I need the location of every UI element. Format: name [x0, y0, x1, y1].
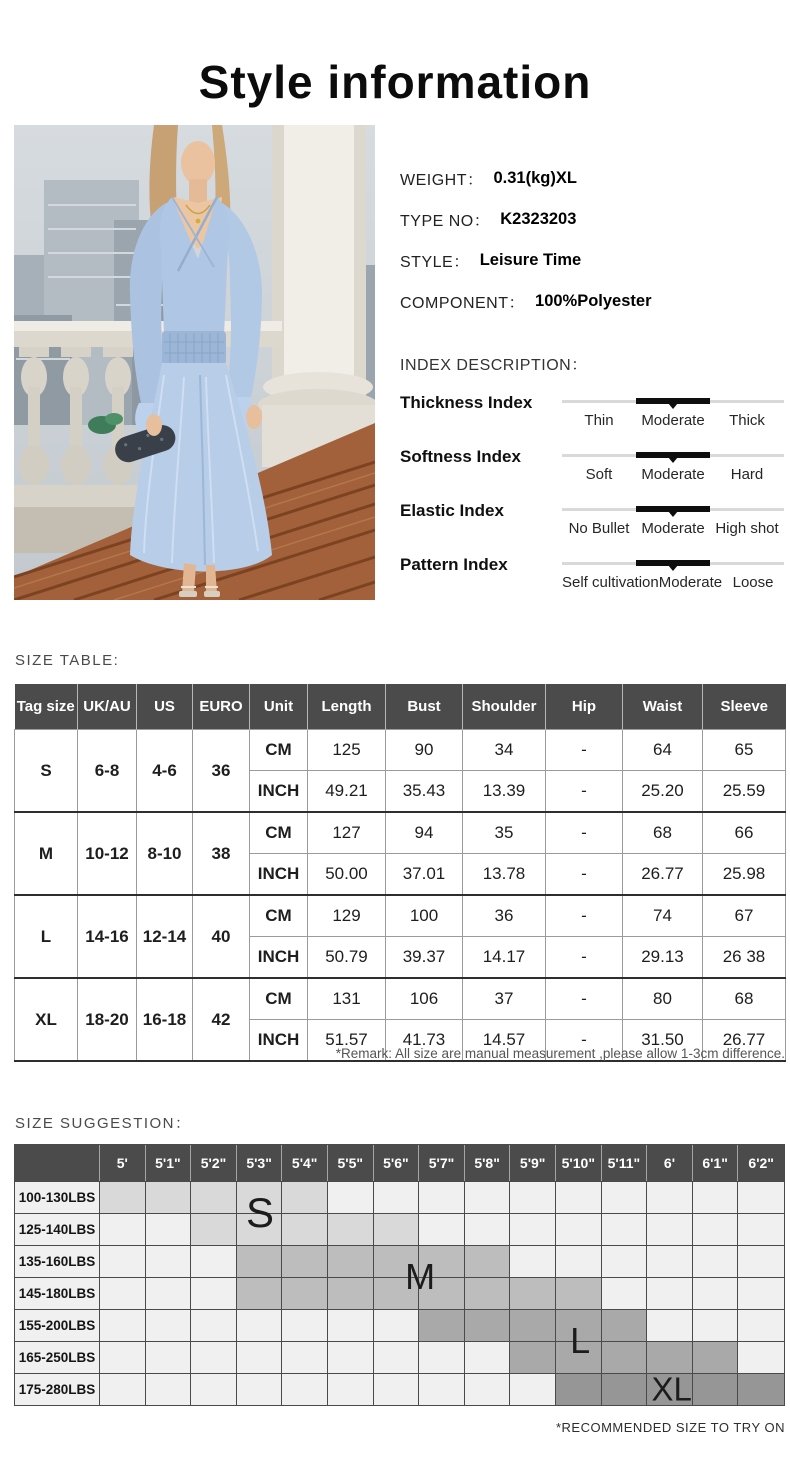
measurement-cell: 129 [308, 895, 386, 937]
suggestion-cell [647, 1181, 693, 1213]
tag-size-cell: S [15, 730, 78, 813]
suggestion-cell [328, 1373, 374, 1405]
size-row-L [15, 895, 786, 937]
size-marker-L: L [570, 1320, 591, 1361]
suggestion-cell [191, 1213, 237, 1245]
index-level-label: Thick [729, 412, 765, 429]
index-levels [562, 520, 784, 537]
suggestion-cell [146, 1245, 192, 1277]
suggestion-cell [282, 1277, 328, 1309]
size-table-header-cell: Hip [546, 684, 623, 730]
suggestion-cell [647, 1277, 693, 1309]
suggestion-cell [146, 1181, 192, 1213]
suggestion-cell [556, 1213, 602, 1245]
measurement-cell: 37 [463, 978, 546, 1020]
suggestion-cell [146, 1277, 192, 1309]
uk-au-cell: 6-8 [78, 730, 137, 813]
suggestion-cell [693, 1309, 739, 1341]
size-table-remark: *Remark: All size are manual measurement ,please allow 1-3cm difference. [335, 1046, 785, 1061]
measurement-cell: 66 [703, 812, 786, 854]
suggestion-cell [647, 1309, 693, 1341]
suggestion-row [15, 1341, 784, 1373]
suggestion-cell [282, 1341, 328, 1373]
size-table-header-cell: US [137, 684, 193, 730]
unit-cell: CM [250, 978, 308, 1020]
uk-au-cell: 18-20 [78, 978, 137, 1061]
suggestion-cell [738, 1373, 784, 1405]
index-level-label: Moderate [641, 412, 705, 429]
suggestion-cell [510, 1181, 556, 1213]
suggestion-cell [693, 1245, 739, 1277]
height-header-cell: 5'2" [191, 1145, 237, 1181]
index-name: Softness Index [400, 447, 521, 466]
weight-label-cell: 100-130LBS [15, 1181, 100, 1213]
size-table-header-cell: Tag size [15, 684, 78, 730]
suggestion-cell [419, 1213, 465, 1245]
recommended-size-note: *RECOMMENDED SIZE TO TRY ON [555, 1420, 785, 1435]
index-name: Pattern Index [400, 555, 508, 574]
suggestion-cell [237, 1245, 283, 1277]
suggestion-cell [374, 1181, 420, 1213]
unit-cell: CM [250, 730, 308, 771]
measurement-cell: - [546, 854, 623, 896]
measurement-cell: 125 [308, 730, 386, 771]
measurement-cell: 74 [623, 895, 703, 937]
suggestion-cell [328, 1309, 374, 1341]
euro-cell: 42 [193, 978, 250, 1061]
product-detail-row [400, 240, 784, 281]
suggestion-cell [738, 1309, 784, 1341]
height-header-cell: 5'1" [146, 1145, 192, 1181]
measurement-cell: - [546, 730, 623, 771]
suggestion-cell [237, 1309, 283, 1341]
suggestion-cell [237, 1277, 283, 1309]
suggestion-cell [465, 1181, 511, 1213]
suggestion-cell [191, 1277, 237, 1309]
measurement-cell: 37.01 [386, 854, 463, 896]
euro-cell: 36 [193, 730, 250, 813]
index-level-label: Moderate [641, 466, 705, 483]
measurement-cell: 14.17 [463, 937, 546, 979]
suggestion-cell [100, 1277, 146, 1309]
us-cell: 12-14 [137, 895, 193, 978]
suggestion-cell [510, 1309, 556, 1341]
unit-cell: INCH [250, 1020, 308, 1062]
size-row-XL [15, 978, 786, 1020]
detail-value: K2323203 [500, 210, 577, 228]
suggestion-cell [693, 1181, 739, 1213]
suggestion-cell [693, 1213, 739, 1245]
index-slider [562, 505, 784, 537]
index-level-label: Moderate [658, 574, 723, 591]
suggestion-cell [146, 1341, 192, 1373]
measurement-cell: 50.00 [308, 854, 386, 896]
suggestion-cell [738, 1181, 784, 1213]
measurement-cell: 31.50 [623, 1020, 703, 1062]
suggestion-cell [738, 1245, 784, 1277]
measurement-cell: 90 [386, 730, 463, 771]
size-suggestion-chart [14, 1144, 785, 1406]
measurement-cell: 50.79 [308, 937, 386, 979]
product-photo-illustration [14, 125, 375, 600]
index-level-label: No Bullet [568, 520, 630, 537]
size-marker-S: S [246, 1189, 275, 1236]
suggestion-cell [738, 1213, 784, 1245]
size-table-heading: SIZE TABLE: [15, 652, 120, 669]
suggestion-cell [374, 1213, 420, 1245]
index-row [400, 447, 784, 505]
suggestion-cell [100, 1181, 146, 1213]
suggestion-cell [602, 1181, 648, 1213]
index-marker-icon [668, 457, 678, 463]
measurement-cell: 26.77 [623, 854, 703, 896]
measurement-cell: - [546, 978, 623, 1020]
suggestion-cell [556, 1181, 602, 1213]
index-level-label: Moderate [641, 520, 705, 537]
suggestion-cell [328, 1277, 374, 1309]
suggestion-cell [465, 1373, 511, 1405]
size-table-header-cell: Shoulder [463, 684, 546, 730]
suggestion-cell [191, 1341, 237, 1373]
size-table-head [15, 684, 786, 730]
suggestion-cell [100, 1341, 146, 1373]
measurement-cell: 127 [308, 812, 386, 854]
measurement-cell: 131 [308, 978, 386, 1020]
suggestion-cell [100, 1373, 146, 1405]
measurement-cell: 26 38 [703, 937, 786, 979]
suggestion-row [15, 1213, 784, 1245]
page-title: Style information [198, 55, 592, 108]
measurement-cell: 13.39 [463, 771, 546, 813]
suggestion-cell [282, 1373, 328, 1405]
suggestion-cell [419, 1373, 465, 1405]
suggestion-cell [465, 1309, 511, 1341]
height-header-cell: 5'10" [556, 1145, 602, 1181]
size-suggestion-heading: SIZE SUGGESTION： [15, 1115, 192, 1132]
tag-size-cell: M [15, 812, 78, 895]
height-header-cell: 5'6" [374, 1145, 420, 1181]
suggestion-cell [328, 1245, 374, 1277]
measurement-cell: 67 [703, 895, 786, 937]
height-header-cell: 6' [647, 1145, 693, 1181]
suggestion-cell [465, 1213, 511, 1245]
measurement-cell: - [546, 812, 623, 854]
uk-au-cell: 14-16 [78, 895, 137, 978]
height-header-cell: 5' [100, 1145, 146, 1181]
suggestion-cell [602, 1309, 648, 1341]
size-row-S [15, 730, 786, 771]
size-marker-XL: XL [651, 1370, 692, 1408]
index-track [562, 559, 784, 569]
measurement-cell: 29.13 [623, 937, 703, 979]
suggestion-cell [100, 1213, 146, 1245]
detail-value: 100%Polyester [535, 292, 652, 310]
suggestion-cell [100, 1245, 146, 1277]
suggestion-cell [556, 1277, 602, 1309]
detail-value: Leisure Time [479, 251, 582, 269]
suggestion-cell [146, 1309, 192, 1341]
suggestion-cell [328, 1181, 374, 1213]
index-level-label: Hard [730, 466, 764, 483]
height-header-cell: 5'5" [328, 1145, 374, 1181]
index-marker-icon [668, 403, 678, 409]
weight-label-cell: 125-140LBS [15, 1213, 100, 1245]
suggestion-cell [602, 1277, 648, 1309]
suggestion-cell [647, 1341, 693, 1373]
measurement-cell: 68 [623, 812, 703, 854]
weight-label-cell: 175-280LBS [15, 1373, 100, 1405]
suggestion-cell [237, 1341, 283, 1373]
index-slider [562, 451, 784, 483]
size-table-header-cell: Unit [250, 684, 308, 730]
suggestion-cell [465, 1277, 511, 1309]
suggestion-cell [237, 1373, 283, 1405]
suggestion-cell [282, 1213, 328, 1245]
index-levels [562, 574, 784, 591]
measurement-cell: 25.98 [703, 854, 786, 896]
suggestion-header-row [15, 1145, 784, 1181]
suggestion-cell [556, 1373, 602, 1405]
euro-cell: 40 [193, 895, 250, 978]
measurement-cell: 94 [386, 812, 463, 854]
size-row-M [15, 812, 786, 854]
suggestion-row [15, 1181, 784, 1213]
index-level-label: Loose [732, 574, 774, 591]
suggestion-cell [693, 1373, 739, 1405]
suggestion-cell [191, 1309, 237, 1341]
suggestion-cell [146, 1373, 192, 1405]
size-table-header-cell: Length [308, 684, 386, 730]
height-header-cell: 5'7" [419, 1145, 465, 1181]
unit-cell: CM [250, 812, 308, 854]
uk-au-cell: 10-12 [78, 812, 137, 895]
suggestion-cell [419, 1181, 465, 1213]
measurement-cell: 35.43 [386, 771, 463, 813]
index-track [562, 397, 784, 407]
suggestion-cell [328, 1213, 374, 1245]
suggestion-cell [510, 1213, 556, 1245]
measurement-cell: 100 [386, 895, 463, 937]
product-info-panel [400, 150, 784, 613]
suggestion-cell [282, 1181, 328, 1213]
measurement-cell: 25.59 [703, 771, 786, 813]
us-cell: 16-18 [137, 978, 193, 1061]
size-table-header-cell: Bust [386, 684, 463, 730]
measurement-cell: 25.20 [623, 771, 703, 813]
measurement-cell: 36 [463, 895, 546, 937]
detail-label: TYPE NO： [400, 213, 491, 230]
suggestion-cell [146, 1213, 192, 1245]
suggestion-cell [191, 1245, 237, 1277]
size-table-body [15, 730, 786, 1062]
suggestion-cell [191, 1181, 237, 1213]
measurement-cell: - [546, 937, 623, 979]
size-table-header-cell: Waist [623, 684, 703, 730]
measurement-cell: - [546, 895, 623, 937]
suggestion-cell [374, 1309, 420, 1341]
suggestion-cell [465, 1341, 511, 1373]
index-level-label: Thin [584, 412, 614, 429]
detail-label: STYLE： [400, 254, 470, 271]
measurement-cell: 64 [623, 730, 703, 771]
product-detail-row [400, 199, 784, 240]
height-header-cell: 5'9" [510, 1145, 556, 1181]
measurement-cell: 65 [703, 730, 786, 771]
unit-cell: INCH [250, 937, 308, 979]
suggestion-cell [556, 1245, 602, 1277]
product-details [400, 150, 784, 322]
size-table-header-row [15, 684, 786, 730]
measurement-cell: 35 [463, 812, 546, 854]
size-table-header-cell: UK/AU [78, 684, 137, 730]
suggestion-cell [191, 1373, 237, 1405]
index-name: Thickness Index [400, 393, 533, 412]
suggestion-cell [738, 1341, 784, 1373]
measurement-cell: - [546, 771, 623, 813]
stone-column [258, 125, 375, 467]
suggestion-corner-cell [15, 1145, 100, 1181]
measurement-cell: 14.57 [463, 1020, 546, 1062]
weight-label-cell: 165-250LBS [15, 1341, 100, 1373]
suggestion-cell [602, 1341, 648, 1373]
suggestion-cell [374, 1341, 420, 1373]
suggestion-cell [602, 1213, 648, 1245]
unit-cell: CM [250, 895, 308, 937]
measurement-cell: 49.21 [308, 771, 386, 813]
index-marker-icon [668, 565, 678, 571]
measurement-cell: 80 [623, 978, 703, 1020]
weight-label-cell: 135-160LBS [15, 1245, 100, 1277]
unit-cell: INCH [250, 854, 308, 896]
index-description-heading: INDEX DESCRIPTION： [400, 357, 588, 374]
measurement-cell: 39.37 [386, 937, 463, 979]
index-row [400, 555, 784, 613]
suggestion-cell [374, 1373, 420, 1405]
measurement-cell: 41.73 [386, 1020, 463, 1062]
size-table-header-cell: Sleeve [703, 684, 786, 730]
suggestion-cell [465, 1245, 511, 1277]
suggestion-cell [693, 1277, 739, 1309]
detail-label: COMPONENT： [400, 295, 526, 312]
index-levels [562, 412, 784, 429]
measurement-cell: 51.57 [308, 1020, 386, 1062]
measurement-cell: 106 [386, 978, 463, 1020]
suggestion-cell [282, 1245, 328, 1277]
us-cell: 8-10 [137, 812, 193, 895]
size-marker-M: M [405, 1256, 436, 1297]
size-table [14, 684, 786, 1062]
index-marker-icon [668, 511, 678, 517]
measurement-cell: 13.78 [463, 854, 546, 896]
suggestion-cell [738, 1277, 784, 1309]
height-header-cell: 5'3" [237, 1145, 283, 1181]
unit-cell: INCH [250, 771, 308, 813]
height-header-cell: 6'2" [748, 1155, 774, 1171]
detail-label: WEIGHT： [400, 172, 484, 189]
index-levels [562, 466, 784, 483]
suggestion-cell [510, 1277, 556, 1309]
tag-size-cell: XL [15, 978, 78, 1061]
index-track [562, 505, 784, 515]
measurement-cell: - [546, 1020, 623, 1062]
suggestion-cell [647, 1245, 693, 1277]
measurement-cell: 34 [463, 730, 546, 771]
suggestion-cell [100, 1309, 146, 1341]
suggestion-cell [510, 1341, 556, 1373]
index-row [400, 393, 784, 451]
suggestion-row [15, 1245, 784, 1277]
detail-value: 0.31(kg)XL [493, 169, 577, 187]
suggestion-cell [282, 1309, 328, 1341]
index-row [400, 501, 784, 559]
suggestion-cell [419, 1341, 465, 1373]
suggestion-cell [647, 1213, 693, 1245]
suggestion-row [15, 1309, 784, 1341]
suggestion-row [15, 1277, 784, 1309]
product-detail-row [400, 158, 784, 199]
weight-label-cell: 145-180LBS [15, 1277, 100, 1309]
measurement-cell: 26.77 [703, 1020, 786, 1062]
us-cell: 4-6 [137, 730, 193, 813]
weight-label-cell: 155-200LBS [15, 1309, 100, 1341]
suggestion-cell [602, 1373, 648, 1405]
suggestion-cell [602, 1245, 648, 1277]
tag-size-cell: L [15, 895, 78, 978]
index-name: Elastic Index [400, 501, 504, 520]
product-detail-row [400, 281, 784, 322]
height-header-cell: 5'4" [282, 1145, 328, 1181]
product-photo [14, 125, 375, 600]
index-level-label: Self cultivation [562, 574, 659, 591]
index-track [562, 451, 784, 461]
euro-cell: 38 [193, 812, 250, 895]
height-header-cell: 5'11" [602, 1145, 648, 1181]
index-description-rows [400, 393, 784, 613]
index-slider [562, 559, 784, 591]
suggestion-cell [693, 1341, 739, 1373]
measurement-cell: 68 [703, 978, 786, 1020]
suggestion-cell [510, 1373, 556, 1405]
height-header-cell: 6'1" [693, 1145, 739, 1181]
suggestion-cell [510, 1245, 556, 1277]
suggestion-cell [328, 1341, 374, 1373]
size-table-header-cell: EURO [193, 684, 250, 730]
index-level-label: Soft [585, 466, 613, 483]
suggestion-cell [419, 1309, 465, 1341]
index-slider [562, 397, 784, 429]
index-level-label: High shot [715, 520, 779, 537]
height-header-cell: 5'8" [465, 1145, 511, 1181]
